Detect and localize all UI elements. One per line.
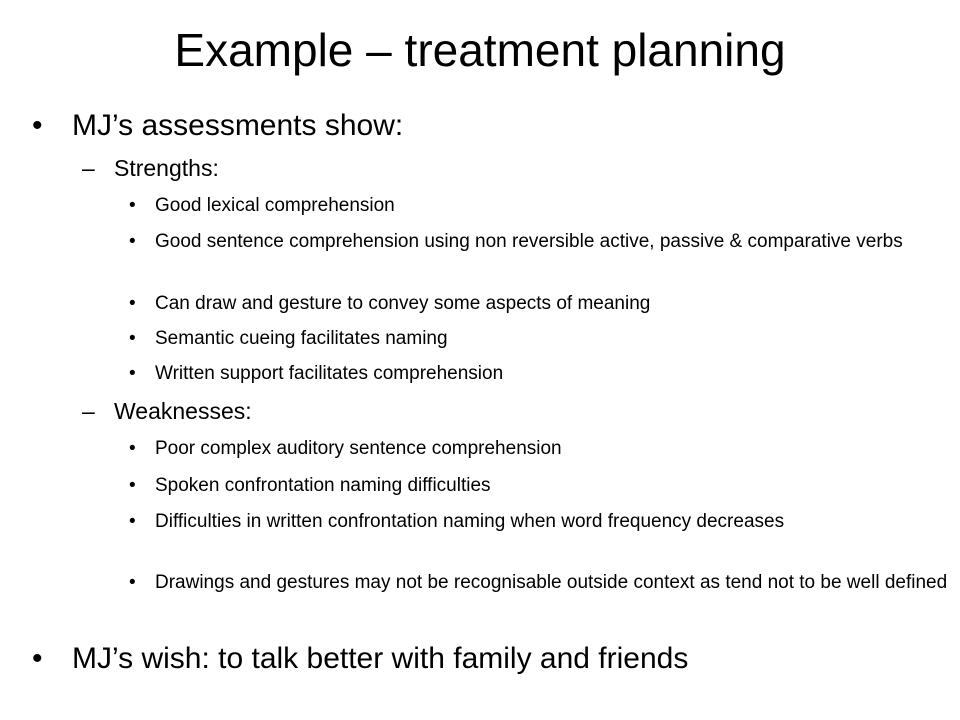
weakness-item-text: Difficulties in written confrontation naming when word frequency decreases [155,511,785,532]
bullet-marker: • [129,475,136,496]
bullet-marker: • [129,363,136,384]
bullet-marker: • [129,511,136,532]
bullet-marker: • [129,231,136,252]
slide-title: Example – treatment planning [174,24,786,76]
wish-text: MJ’s wish: to talk better with family and friends [72,642,689,675]
bullet-marker: • [129,572,136,593]
dash-marker: – [82,398,95,424]
weakness-item-text: Drawings and gestures may not be recognisable outside context as tend not to be well defined [155,572,948,593]
weakness-item-text: Spoken confrontation naming difficulties [155,475,491,496]
strength-item-text: Good lexical comprehension [155,195,395,216]
weakness-item-text: Poor complex auditory sentence comprehension [155,438,562,459]
strengths-heading: Strengths: [114,155,219,181]
dash-marker: – [82,155,95,181]
strength-item-text: Semantic cueing facilitates naming [155,328,448,349]
strength-item-text: Good sentence comprehension using non reversible active, passive & comparative verbs [155,231,903,252]
bullet-marker: • [129,328,136,349]
bullet-marker: • [32,109,43,142]
bullet-marker: • [32,642,43,675]
strength-item-text: Written support facilitates comprehension [155,363,504,384]
bullet-marker: • [129,438,136,459]
assessments-heading: MJ’s assessments show: [72,109,404,142]
weaknesses-heading: Weaknesses: [114,398,252,424]
strength-item-text: Can draw and gesture to convey some aspects of meaning [155,293,651,314]
bullet-marker: • [129,293,136,314]
bullet-marker: • [129,195,136,216]
